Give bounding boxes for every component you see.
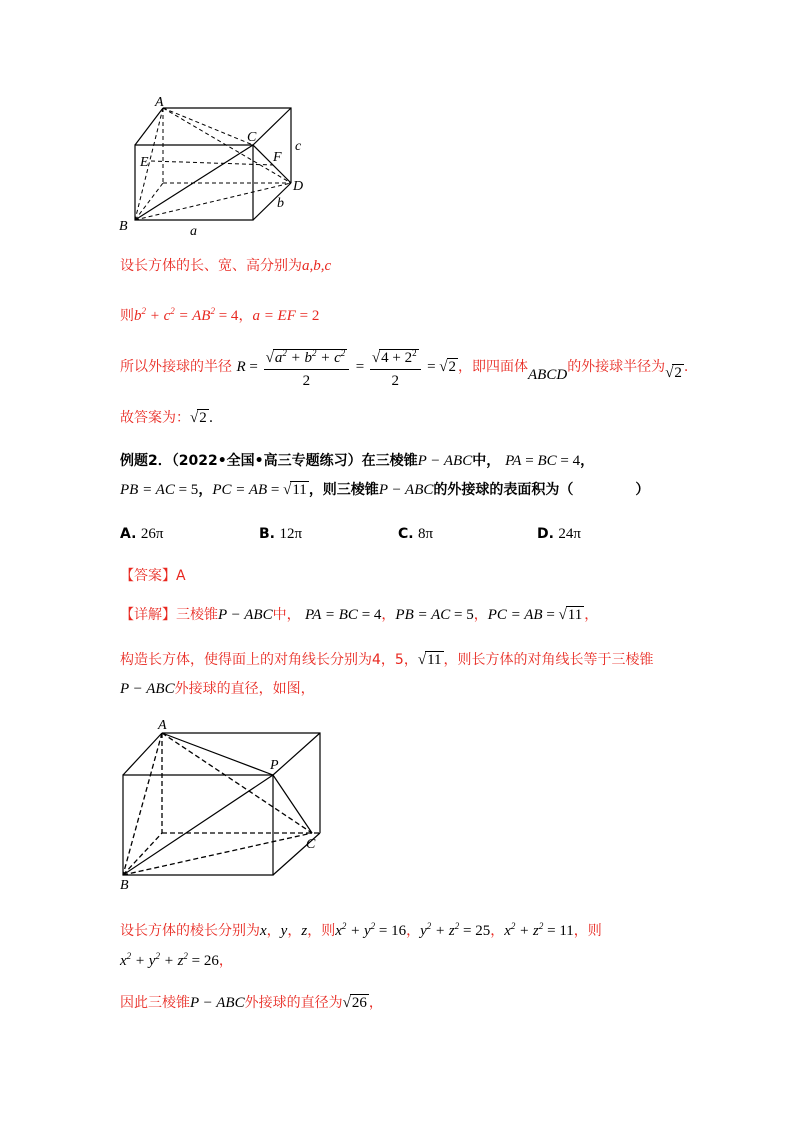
- label-C: C: [247, 130, 257, 145]
- option-C[interactable]: C. 8π: [398, 526, 434, 542]
- label-E: E: [140, 155, 149, 170]
- detail-line-2: 构造长方体，使得面上的对角线长分别为4，5，√11 ，则长方体的对角线长等于三棱锥: [120, 652, 654, 668]
- detail-line-4: 设长方体的棱长分别为x，y，z，则$x^2 + y^2 = 16$，$y^2 + z^2 = 25$，$x^2 + z^2 = 11$，则: [120, 921, 602, 939]
- detail-line-3: P − ABC外接球的直径，如图，: [120, 681, 315, 697]
- example-2-line-1: 例题2．（2022•全国•高三专题练习）在三棱锥P − ABC中， PA = BC = 4，: [120, 453, 595, 469]
- solution-line-2: 则$b^2 + c^2 = AB^2 = 4$，a = EF = 2: [120, 306, 320, 324]
- option-D[interactable]: D. 24π: [537, 526, 581, 542]
- label-b: b: [277, 196, 284, 211]
- label-c: c: [295, 139, 302, 154]
- detail-line-5: $x^2 + y^2 + z^2 = 26$，: [120, 951, 233, 969]
- label-a: a: [190, 224, 197, 239]
- solution-line-3: 所以外接球的半径 R = $\frac{√a^2 + b^2 + c^2}{2}$ = $\frac{√4 + 2^2}{2}$ = √2 ，即四面体ABCD的外接球半径为√2 .: [120, 343, 688, 391]
- cuboid-figure-2: [110, 715, 340, 890]
- answer-line: 【答案】A: [120, 568, 186, 584]
- label-D: D: [293, 179, 304, 194]
- detail-line-6: 因此三棱锥P − ABC外接球的直径为√26 ，: [120, 995, 383, 1011]
- option-A[interactable]: A. 26π: [120, 526, 164, 542]
- cuboid-figure-1: [115, 95, 315, 240]
- label-A2: A: [158, 718, 167, 733]
- label-C2: C: [306, 837, 316, 852]
- label-B: B: [119, 219, 128, 234]
- label-F: F: [273, 150, 282, 165]
- option-B[interactable]: B. 12π: [259, 526, 303, 542]
- label-A: A: [155, 95, 164, 110]
- solution-line-1: 设长方体的长、宽、高分别为a,b,c: [120, 258, 332, 274]
- example-2-line-2: PB = AC = 5，PC = AB = √11 ，则三棱锥P − ABC的外接球的表面积为（ ）: [120, 482, 650, 498]
- detail-line-1: 【详解】三棱锥P − ABC中， PA = BC = 4，PB = AC = 5，PC = AB = √11 ，: [120, 607, 599, 623]
- label-P: P: [270, 758, 279, 773]
- label-B2: B: [120, 878, 129, 890]
- solution-line-4: 故答案为：√2 .: [120, 410, 214, 426]
